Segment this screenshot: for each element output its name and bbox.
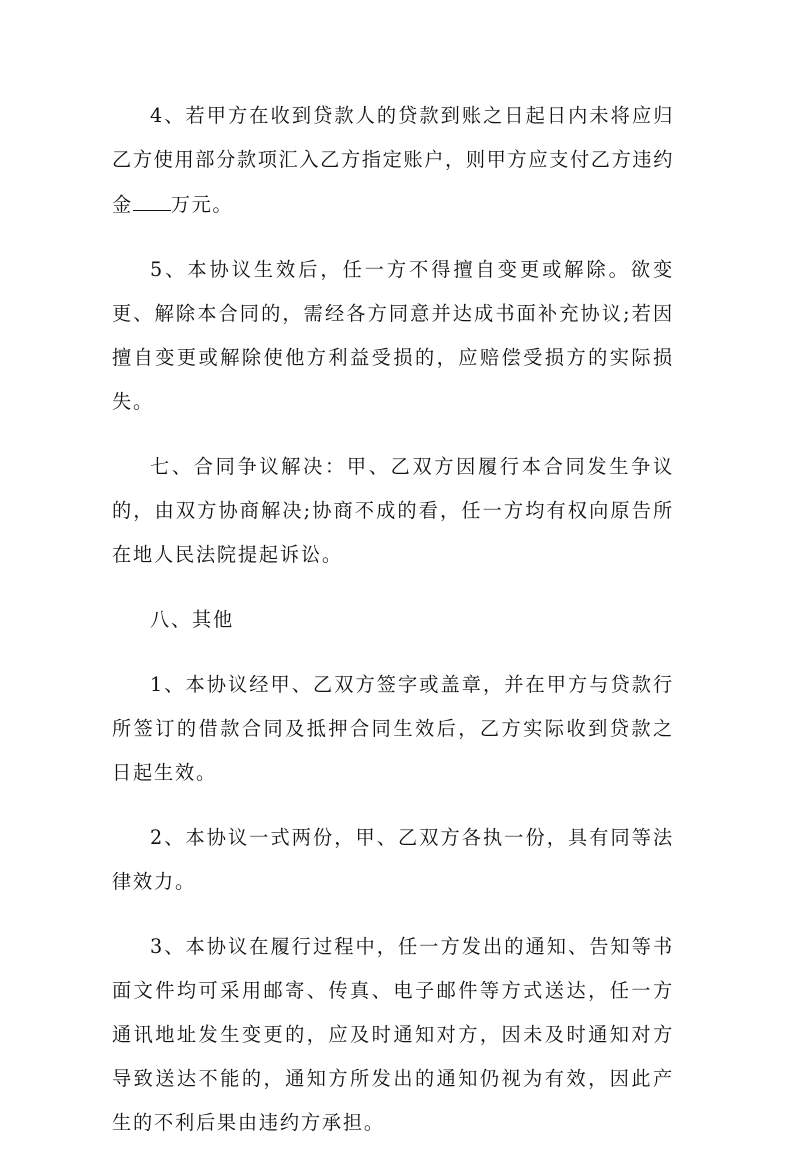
section-7-paragraph: 七、合同争议解决：甲、乙双方因履行本合同发生争议的，由双方协商解决;协商不成的看，任一方均有权向原告所在地人民法院提起诉讼。 bbox=[112, 455, 674, 566]
section-8-clause-1: 1、本协议经甲、乙双方签字或盖章，并在甲方与贷款行所签订的借款合同及抵押合同生效后，乙方实际收到贷款之日起生效。 bbox=[112, 673, 674, 784]
clause-5-paragraph: 5、本协议生效后，任一方不得擅自变更或解除。欲变更、解除本合同的，需经各方同意并达成书面补充协议;若因擅自变更或解除使他方利益受损的，应赔偿受损方的实际损失。 bbox=[112, 258, 674, 413]
clause-4-paragraph bbox=[112, 94, 674, 227]
clause-4-text: 4、若甲方在收到贷款人的贷款到账之日起日内未将应归乙方使用部分款项汇入乙方指定账户，则甲方应支付乙方违约金 bbox=[112, 104, 674, 216]
document-body bbox=[112, 94, 674, 1166]
clause-4-text-end: 万元。 bbox=[170, 193, 234, 216]
section-8-clause-2: 2、本协议一式两份，甲、乙双方各执一份，具有同等法律效力。 bbox=[112, 826, 674, 893]
section-8-clause-3: 3、本协议在履行过程中，任一方发出的通知、告知等书面文件均可采用邮寄、传真、电子邮件等方式送达，任一方通讯地址发生变更的，应及时通知对方，因未及时通知对方导致送达不能的，通知方所发出的通知仍视为有效，因此产生的不利后果由违约方承担。 bbox=[112, 935, 674, 1134]
section-8-heading: 八、其他 bbox=[150, 608, 234, 631]
amount-blank bbox=[133, 182, 171, 211]
